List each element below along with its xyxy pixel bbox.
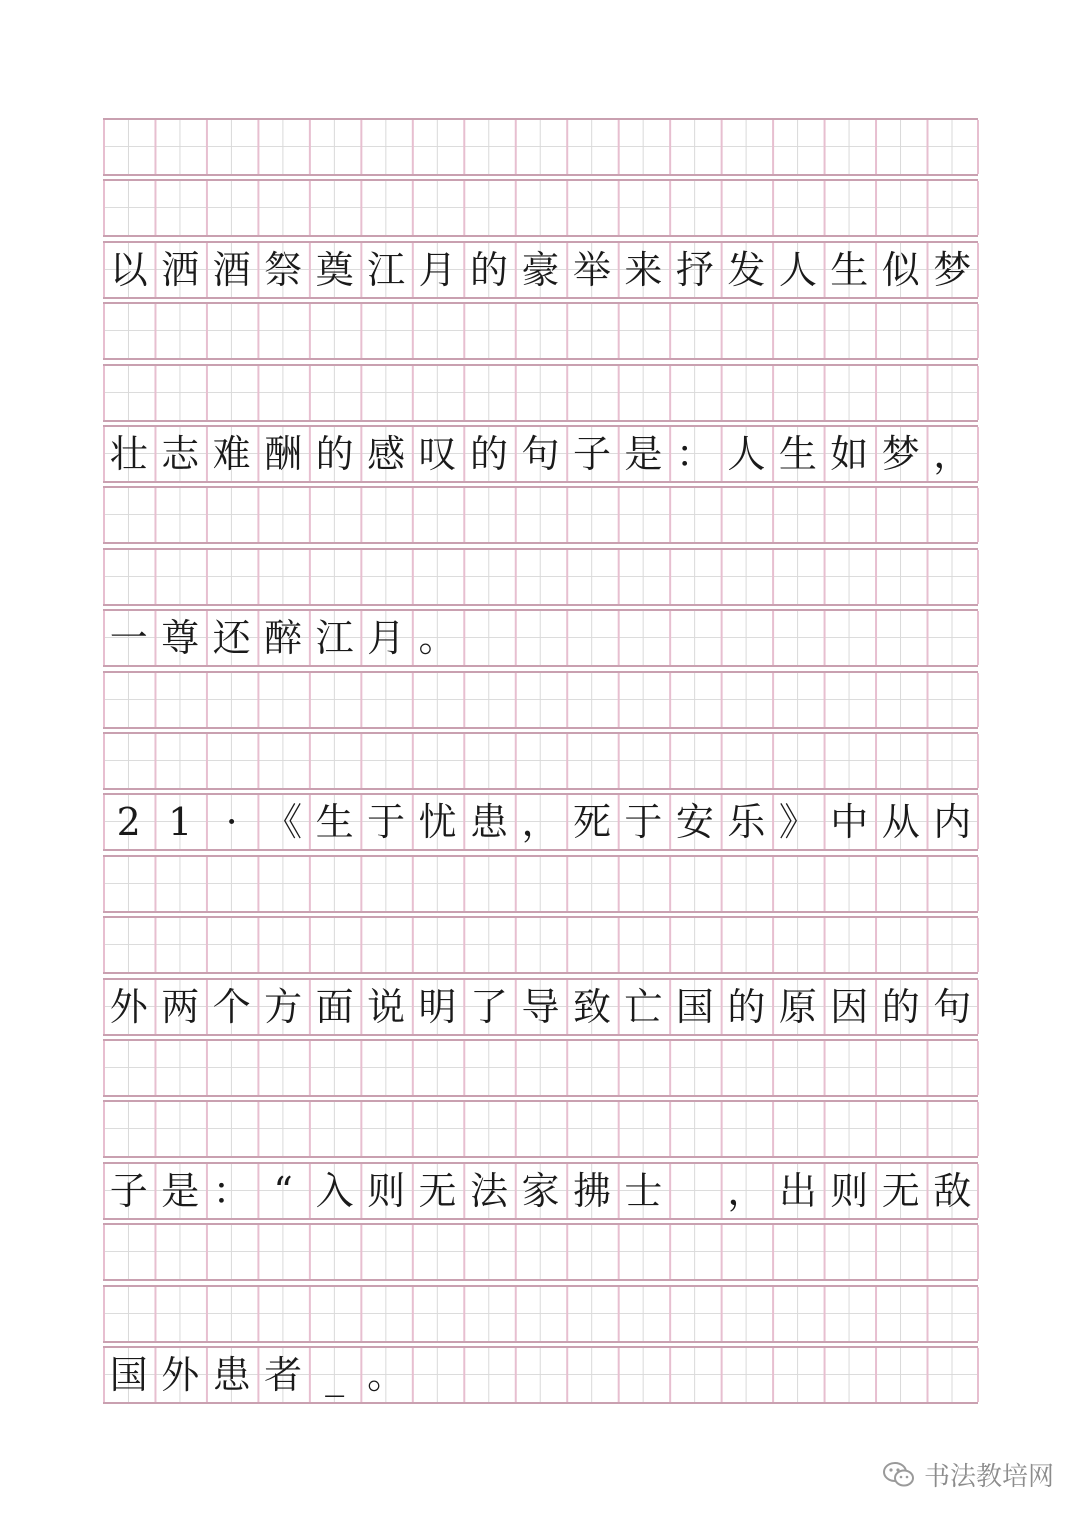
grid-char: 入: [315, 1168, 354, 1213]
grid-char: 出: [778, 1168, 817, 1213]
grid-char: 以: [109, 247, 148, 292]
grid-char: 从: [881, 800, 920, 845]
grid-char: 导: [521, 984, 560, 1029]
grid-char: 因: [830, 984, 869, 1029]
grid-char: 的: [470, 432, 509, 476]
grid-char: 个: [212, 984, 251, 1029]
grid-char: 国: [109, 1353, 148, 1397]
grid-char: 祭: [264, 247, 303, 292]
grid-char: ：: [212, 1168, 251, 1213]
grid-char: 乐: [727, 800, 766, 845]
blank-line: [103, 1285, 978, 1343]
grid-char: 是: [161, 1168, 200, 1213]
text-line-chars: [103, 427, 978, 481]
blank-line: [103, 1100, 978, 1158]
grid-char: 1: [168, 800, 193, 845]
grid-char: 敌: [933, 1168, 972, 1213]
grid-char: 来: [624, 247, 663, 292]
grid-char: 生: [315, 800, 354, 845]
blank-line: [103, 671, 978, 729]
blank-line: [103, 855, 978, 913]
grid-char: 人: [727, 432, 766, 476]
grid-char: 明: [418, 984, 457, 1029]
grid-char: 患: [212, 1353, 251, 1397]
grid-char: 无: [418, 1168, 457, 1213]
text-line: [103, 241, 978, 299]
grid-char: 子: [109, 1168, 148, 1213]
grid-char: 了: [470, 984, 509, 1029]
grid-char: 感: [367, 432, 406, 476]
blank-line: [103, 1223, 978, 1281]
grid-char: 士: [624, 1168, 663, 1213]
grid-char: 两: [161, 984, 200, 1029]
grid-char: ，: [521, 800, 560, 845]
grid-char: ·: [225, 800, 238, 845]
grid-char: ，: [933, 432, 972, 476]
grid-char: 。: [418, 616, 457, 661]
text-line: [103, 425, 978, 483]
blank-line: [103, 1039, 978, 1097]
text-line-chars: [103, 1348, 978, 1402]
blank-line: [103, 118, 978, 176]
grid-char: 安: [675, 800, 714, 845]
grid-char: _: [325, 1353, 345, 1397]
grid-char: 江: [315, 616, 354, 661]
text-line-chars: [103, 611, 978, 665]
text-line: [103, 793, 978, 851]
grid-char: 生: [830, 247, 869, 292]
grid-char: 面: [315, 984, 354, 1029]
text-line-chars: [103, 795, 978, 849]
grid-char: 无: [881, 1168, 920, 1213]
grid-char: 于: [624, 800, 663, 845]
grid-char: 原: [778, 984, 817, 1029]
blank-line: [103, 732, 978, 790]
grid-char: 如: [830, 432, 869, 476]
grid-char: 句: [521, 432, 560, 476]
grid-char: 致: [572, 984, 611, 1029]
grid-char: 外: [161, 1353, 200, 1397]
grid-char: 似: [881, 247, 920, 292]
grid-char: 豪: [521, 247, 560, 292]
grid-char: 月: [418, 247, 457, 292]
text-line: [103, 1162, 978, 1220]
grid-char: 举: [572, 247, 611, 292]
watermark-text: 书法教培网: [924, 1462, 1055, 1492]
grid-char: ：: [675, 432, 714, 476]
grid-char: 法: [470, 1168, 509, 1213]
grid-char: 则: [830, 1168, 869, 1213]
grid-char: 的: [881, 984, 920, 1029]
grid-char: 子: [572, 432, 611, 476]
text-line: [103, 1346, 978, 1404]
grid-char: 奠: [315, 247, 354, 292]
grid-char: 尊: [161, 616, 200, 661]
grid-char: 国: [675, 984, 714, 1029]
grid-char: 人: [778, 247, 817, 292]
text-line-chars: [103, 243, 978, 297]
grid-char: 句: [933, 984, 972, 1029]
grid-char: 于: [367, 800, 406, 845]
text-line-chars: [103, 980, 978, 1034]
grid-char: 者: [264, 1353, 303, 1397]
grid-char: 发: [727, 247, 766, 292]
grid-char: 抒: [675, 247, 714, 292]
grid-char: 梦: [933, 247, 972, 292]
blank-line: [103, 486, 978, 544]
grid-char: 难: [212, 432, 251, 476]
grid-char: “: [273, 1168, 293, 1213]
blank-line: [103, 179, 978, 237]
grid-char: 》: [778, 800, 817, 845]
grid-char: 忧: [418, 800, 457, 845]
grid-char: 的: [315, 432, 354, 476]
blank-line: [103, 364, 978, 422]
grid-char: ，: [727, 1168, 766, 1213]
grid-char: 外: [109, 984, 148, 1029]
grid-char: 《: [264, 800, 303, 845]
watermark: [882, 1456, 1054, 1493]
blank-line: [103, 548, 978, 606]
grid-char: 说: [367, 984, 406, 1029]
grid-char: 是: [624, 432, 663, 476]
grid-char: 洒: [161, 247, 200, 292]
grid-char: 志: [161, 432, 200, 476]
grid-char: 月: [367, 616, 406, 661]
wechat-icon: [882, 1460, 916, 1490]
grid-char: 酒: [212, 247, 251, 292]
grid-char: 壮: [109, 432, 148, 476]
text-line: [103, 978, 978, 1036]
grid-char: 家: [521, 1168, 560, 1213]
grid-char: 生: [778, 432, 817, 476]
grid-char: 醉: [264, 616, 303, 661]
grid-char: 还: [212, 616, 251, 661]
grid-char: 拂: [572, 1168, 611, 1213]
blank-line: [103, 302, 978, 360]
text-line: [103, 609, 978, 667]
grid-char: 死: [572, 800, 611, 845]
text-line-chars: [103, 1164, 978, 1218]
grid-char: 江: [367, 247, 406, 292]
grid-char: 内: [933, 800, 972, 845]
grid-char: 的: [727, 984, 766, 1029]
grid-char: 2: [116, 800, 141, 845]
grid-char: 中: [830, 800, 869, 845]
grid-char: 患: [470, 800, 509, 845]
grid-char: 的: [470, 247, 509, 292]
grid-char: 叹: [418, 432, 457, 476]
grid-char: 。: [367, 1353, 406, 1397]
grid-char: 一: [109, 616, 148, 661]
grid-char: 亡: [624, 984, 663, 1029]
blank-line: [103, 916, 978, 974]
grid-char: 梦: [881, 432, 920, 476]
grid-char: 酬: [264, 432, 303, 476]
grid-char: 则: [367, 1168, 406, 1213]
grid-char: 方: [264, 984, 303, 1029]
